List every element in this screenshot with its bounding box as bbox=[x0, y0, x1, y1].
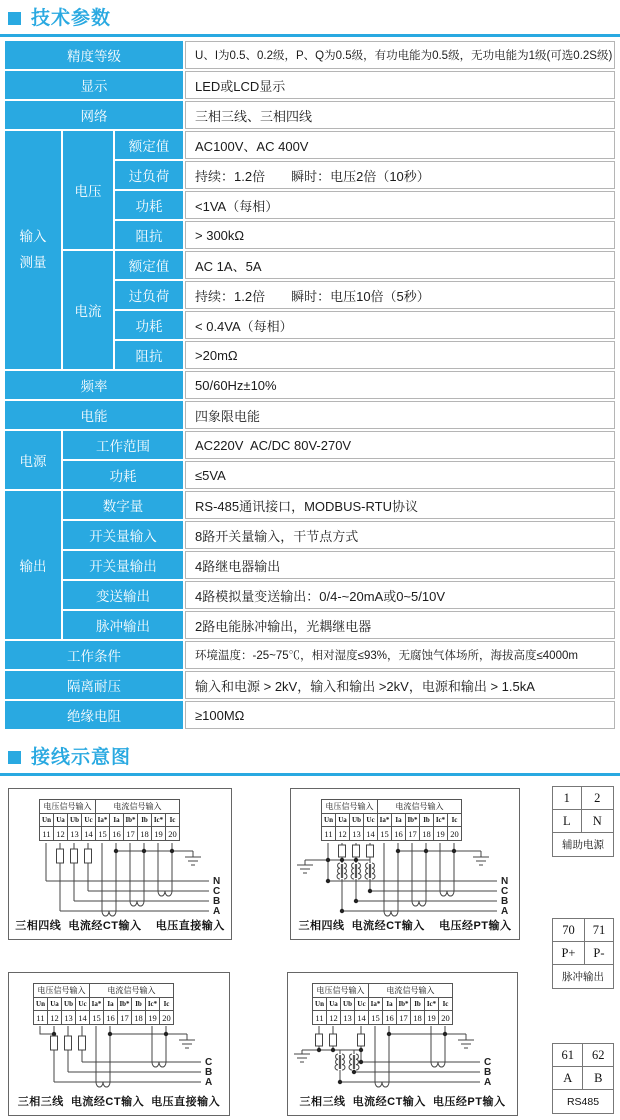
spec-group-input: 输入测量 bbox=[5, 131, 61, 369]
rs485-table bbox=[552, 1043, 614, 1114]
spec-group-output: 输出 bbox=[5, 491, 61, 639]
fuse-symbol bbox=[316, 1034, 365, 1046]
spec-label: 工作条件 bbox=[5, 641, 183, 669]
table-row bbox=[5, 371, 615, 399]
table-row bbox=[34, 984, 174, 998]
terminal-number: 62 bbox=[583, 1044, 614, 1067]
spec-group-voltage: 电压 bbox=[63, 131, 113, 249]
spec-value: LED或LCD显示 bbox=[185, 71, 615, 99]
terminal-label: Ub bbox=[341, 998, 355, 1011]
spec-label: 电能 bbox=[5, 401, 183, 429]
terminal-label: L bbox=[553, 810, 582, 833]
terminal-label: Ia bbox=[110, 814, 124, 827]
wiring-section-header bbox=[0, 739, 620, 776]
terminal-label: Ua bbox=[327, 998, 341, 1011]
aux-power-table bbox=[552, 786, 614, 857]
table-row bbox=[553, 810, 614, 833]
spec-label: 开关量输入 bbox=[63, 521, 183, 549]
terminal-number: 11 bbox=[313, 1011, 327, 1025]
terminal-label: Ub bbox=[350, 814, 364, 827]
terminal-label: Ib bbox=[420, 814, 434, 827]
terminal-label: N bbox=[581, 810, 613, 833]
terminal-table bbox=[321, 799, 462, 841]
terminal-number: 11 bbox=[34, 1011, 48, 1025]
terminal-label: Ib* bbox=[118, 998, 132, 1011]
terminal-label: Ib* bbox=[397, 998, 411, 1011]
spec-section-header bbox=[0, 0, 620, 37]
bus-label: C bbox=[205, 1057, 213, 1068]
table-row bbox=[553, 833, 614, 857]
wiring-graphic bbox=[9, 843, 231, 921]
terminal-label: Uc bbox=[364, 814, 378, 827]
wiring-diagram-3p4w-ct-pt bbox=[290, 788, 520, 940]
terminal-number: 1 bbox=[553, 787, 582, 810]
table-row bbox=[553, 787, 614, 810]
terminal-label: Ib bbox=[411, 998, 425, 1011]
terminal-number: 14 bbox=[364, 827, 378, 841]
wiring-graphic bbox=[291, 843, 519, 921]
spec-value: 8路开关量输入，干节点方式 bbox=[185, 521, 615, 549]
diagram-caption: 三相三线 电流经CT输入 电压经PT输入 bbox=[299, 1096, 506, 1108]
terminal-label: Un bbox=[313, 998, 327, 1011]
voltage-input-header: 电压信号输入 bbox=[34, 984, 90, 998]
table-row bbox=[322, 800, 462, 814]
table-row bbox=[553, 919, 614, 942]
terminal-table bbox=[33, 983, 174, 1025]
terminal-label: B bbox=[583, 1067, 614, 1090]
voltage-wires bbox=[40, 1026, 86, 1082]
table-row bbox=[5, 461, 615, 489]
spec-label: 网络 bbox=[5, 101, 183, 129]
bus-label: C bbox=[484, 1057, 492, 1068]
terminal-number: 18 bbox=[138, 827, 152, 841]
table-row bbox=[5, 641, 615, 669]
ct-coil bbox=[384, 891, 454, 916]
spec-value: 三相三线、三相四线 bbox=[185, 101, 615, 129]
bus-label: B bbox=[213, 896, 221, 907]
terminal-label: Ia bbox=[392, 814, 406, 827]
table-row bbox=[5, 491, 615, 519]
pt-coil bbox=[335, 1054, 359, 1070]
spec-value: AC 1A、5A bbox=[185, 251, 615, 279]
terminal-number: 19 bbox=[146, 1011, 160, 1025]
terminal-number: 15 bbox=[90, 1011, 104, 1025]
terminal-table bbox=[312, 983, 453, 1025]
section-bullet-icon bbox=[8, 751, 21, 764]
bus-label: A bbox=[501, 906, 509, 917]
spec-value: AC220V AC/DC 80V-270V bbox=[185, 431, 615, 459]
bus-label: A bbox=[213, 906, 221, 917]
spec-label: 额定值 bbox=[115, 131, 183, 159]
ground-icon bbox=[297, 860, 313, 873]
terminal-number: 61 bbox=[553, 1044, 583, 1067]
bus-label: B bbox=[205, 1067, 213, 1078]
ct-coil bbox=[102, 891, 172, 916]
spec-value: 持续：1.2倍 瞬时：电压10倍（5秒） bbox=[185, 281, 615, 309]
diagram-caption: 三相四线 电流经CT输入 电压经PT输入 bbox=[298, 920, 512, 932]
spec-label: 隔离耐压 bbox=[5, 671, 183, 699]
table-row bbox=[5, 611, 615, 639]
terminal-number: 16 bbox=[110, 827, 124, 841]
terminal-label: Ic bbox=[439, 998, 453, 1011]
current-input-header: 电流信号输入 bbox=[90, 984, 174, 998]
spec-value: RS-485通讯接口，MODBUS-RTU协议 bbox=[185, 491, 615, 519]
spec-value: ≥100MΩ bbox=[185, 701, 615, 729]
bus-label: N bbox=[501, 876, 509, 887]
spec-label: 功耗 bbox=[115, 191, 183, 219]
spec-label: 工作范围 bbox=[63, 431, 183, 459]
terminal-label: Ib bbox=[132, 998, 146, 1011]
terminal-label: Un bbox=[322, 814, 336, 827]
terminal-number: 19 bbox=[152, 827, 166, 841]
spec-value: <1VA（每相） bbox=[185, 191, 615, 219]
terminal-number: 15 bbox=[369, 1011, 383, 1025]
voltage-input-header: 电压信号输入 bbox=[313, 984, 369, 998]
table-row bbox=[5, 101, 615, 129]
section-bullet-icon bbox=[8, 12, 21, 25]
terminal-number: 11 bbox=[322, 827, 336, 841]
table-row bbox=[40, 800, 180, 814]
bus-label: A bbox=[484, 1077, 492, 1088]
spec-label: 功耗 bbox=[115, 311, 183, 339]
spec-group-power: 电源 bbox=[5, 431, 61, 489]
terminal-label: Ic bbox=[448, 814, 462, 827]
terminal-number: 20 bbox=[439, 1011, 453, 1025]
current-wires bbox=[96, 1026, 187, 1082]
spec-value: 环境温度：-25~75℃，相对湿度≤93%，无腐蚀气体场所，海拔高度≤4000m bbox=[185, 641, 615, 669]
ground-icon bbox=[185, 857, 201, 865]
rs485-caption: RS485 bbox=[553, 1090, 614, 1114]
ground-icon bbox=[473, 857, 489, 865]
terminal-number: 17 bbox=[118, 1011, 132, 1025]
spec-label: 阻抗 bbox=[115, 341, 183, 369]
terminal-number: 13 bbox=[350, 827, 364, 841]
terminal-label: P+ bbox=[553, 942, 585, 965]
terminal-number: 18 bbox=[132, 1011, 146, 1025]
terminal-number: 12 bbox=[327, 1011, 341, 1025]
spec-section-title: 技术参数 bbox=[31, 8, 112, 29]
spec-value: 输入和电源 > 2kV，输入和输出 >2kV，电源和输出 > 1.5kA bbox=[185, 671, 615, 699]
spec-label: 过负荷 bbox=[115, 281, 183, 309]
ct-coil bbox=[375, 1062, 445, 1087]
terminal-label: Uc bbox=[76, 998, 90, 1011]
terminal-label: Ua bbox=[48, 998, 62, 1011]
terminal-number: 19 bbox=[434, 827, 448, 841]
table-row bbox=[553, 1090, 614, 1114]
terminal-label: Ic* bbox=[152, 814, 166, 827]
terminal-table bbox=[39, 799, 180, 841]
ground-icon bbox=[294, 1050, 310, 1062]
terminal-label: Ia* bbox=[369, 998, 383, 1011]
spec-value: U、I为0.5、0.2级，P、Q为0.5级，有功电能为0.5级，无功电能为1级(可选0.2S级) bbox=[185, 41, 615, 69]
bus-label: B bbox=[484, 1067, 492, 1078]
table-row bbox=[5, 551, 615, 579]
terminal-number: 2 bbox=[581, 787, 613, 810]
bus-label: N bbox=[213, 876, 221, 887]
spec-label: 功耗 bbox=[63, 461, 183, 489]
spec-value: ≤5VA bbox=[185, 461, 615, 489]
table-row bbox=[5, 71, 615, 99]
terminal-number: 14 bbox=[82, 827, 96, 841]
terminal-number: 14 bbox=[76, 1011, 90, 1025]
table-row bbox=[5, 581, 615, 609]
terminal-label: Ib* bbox=[124, 814, 138, 827]
table-row bbox=[5, 401, 615, 429]
terminal-number: 20 bbox=[166, 827, 180, 841]
terminal-number: 12 bbox=[48, 1011, 62, 1025]
diagram-caption: 三相三线 电流经CT输入 电压直接输入 bbox=[17, 1096, 221, 1108]
pt-coil bbox=[337, 863, 375, 879]
spec-label: 脉冲输出 bbox=[63, 611, 183, 639]
terminal-number: 13 bbox=[341, 1011, 355, 1025]
wiring-diagram-3p3w-ct-direct bbox=[8, 972, 230, 1116]
terminal-label: Ib bbox=[138, 814, 152, 827]
bus-label: A bbox=[205, 1077, 213, 1088]
spec-value: 持续：1.2倍 瞬时：电压2倍（10秒） bbox=[185, 161, 615, 189]
table-row bbox=[553, 942, 614, 965]
terminal-label: Un bbox=[40, 814, 54, 827]
terminal-label: Ic* bbox=[146, 998, 160, 1011]
spec-value: < 0.4VA（每相） bbox=[185, 311, 615, 339]
terminal-number: 18 bbox=[411, 1011, 425, 1025]
spec-group-current: 电流 bbox=[63, 251, 113, 369]
terminal-number: 16 bbox=[104, 1011, 118, 1025]
table-row bbox=[5, 671, 615, 699]
terminal-number: 19 bbox=[425, 1011, 439, 1025]
terminal-label: Ia bbox=[104, 998, 118, 1011]
spec-value: 4路模拟量变送输出：0/4-~20mA或0~5/10V bbox=[185, 581, 615, 609]
spec-value: 四象限电能 bbox=[185, 401, 615, 429]
wiring-diagram-3p4w-ct-direct bbox=[8, 788, 232, 940]
terminal-label: Ic bbox=[166, 814, 180, 827]
terminal-label: Ua bbox=[54, 814, 68, 827]
spec-value: 4路继电器输出 bbox=[185, 551, 615, 579]
terminal-labels-row bbox=[322, 814, 462, 827]
terminal-number: 70 bbox=[553, 919, 585, 942]
spec-label: 变送输出 bbox=[63, 581, 183, 609]
spec-value: > 300kΩ bbox=[185, 221, 615, 249]
terminal-number: 17 bbox=[406, 827, 420, 841]
table-row bbox=[5, 41, 615, 69]
wiring-diagram-area bbox=[0, 776, 620, 1120]
bus-label: B bbox=[501, 896, 509, 907]
spec-value: >20mΩ bbox=[185, 341, 615, 369]
terminal-label: Ic bbox=[160, 998, 174, 1011]
bus-label: C bbox=[213, 886, 221, 897]
bus-lines bbox=[54, 1062, 201, 1082]
terminal-numbers-row bbox=[313, 1011, 453, 1025]
table-row bbox=[5, 251, 615, 279]
spec-label: 开关量输出 bbox=[63, 551, 183, 579]
terminal-label: Ic* bbox=[425, 998, 439, 1011]
wiring-diagram-3p3w-ct-pt bbox=[287, 972, 518, 1116]
ct-coil bbox=[96, 1062, 166, 1087]
terminal-label: Ia* bbox=[96, 814, 110, 827]
spec-label: 额定值 bbox=[115, 251, 183, 279]
terminal-label: Ub bbox=[62, 998, 76, 1011]
table-row bbox=[553, 965, 614, 989]
spec-value: AC100V、AC 400V bbox=[185, 131, 615, 159]
terminal-number: 18 bbox=[420, 827, 434, 841]
terminal-number: 16 bbox=[383, 1011, 397, 1025]
table-row bbox=[5, 521, 615, 549]
terminal-numbers-row bbox=[34, 1011, 174, 1025]
terminal-number: 16 bbox=[392, 827, 406, 841]
terminal-label: Ua bbox=[336, 814, 350, 827]
terminal-label: Ub bbox=[68, 814, 82, 827]
terminal-label: Ia bbox=[383, 998, 397, 1011]
diagram-caption: 三相四线 电流经CT输入 电压直接输入 bbox=[15, 920, 225, 932]
current-input-header: 电流信号输入 bbox=[369, 984, 453, 998]
spec-label: 显示 bbox=[5, 71, 183, 99]
table-row bbox=[553, 1067, 614, 1090]
terminal-number: 12 bbox=[54, 827, 68, 841]
terminal-label: A bbox=[553, 1067, 583, 1090]
terminal-number: 14 bbox=[355, 1011, 369, 1025]
terminal-label: Ia* bbox=[90, 998, 104, 1011]
spec-label: 过负荷 bbox=[115, 161, 183, 189]
spec-label: 绝缘电阻 bbox=[5, 701, 183, 729]
spec-label: 数字量 bbox=[63, 491, 183, 519]
spec-value: 50/60Hz±10% bbox=[185, 371, 615, 399]
terminal-label: Ib* bbox=[406, 814, 420, 827]
wiring-section-title: 接线示意图 bbox=[31, 747, 132, 768]
table-row bbox=[313, 984, 453, 998]
voltage-input-header: 电压信号输入 bbox=[40, 800, 96, 814]
terminal-number: 12 bbox=[336, 827, 350, 841]
terminal-numbers-row bbox=[40, 827, 180, 841]
terminal-label: Un bbox=[34, 998, 48, 1011]
terminal-labels-row bbox=[40, 814, 180, 827]
current-wires bbox=[375, 1026, 466, 1082]
wiring-graphic bbox=[288, 1026, 517, 1096]
bus-label: C bbox=[501, 886, 509, 897]
table-row bbox=[5, 701, 615, 729]
terminal-number: 11 bbox=[40, 827, 54, 841]
terminal-labels-row bbox=[313, 998, 453, 1011]
terminal-labels-row bbox=[34, 998, 174, 1011]
table-row bbox=[5, 431, 615, 459]
spec-label: 精度等级 bbox=[5, 41, 183, 69]
spec-label: 频率 bbox=[5, 371, 183, 399]
wiring-graphic bbox=[9, 1026, 229, 1096]
ground-icon bbox=[458, 1040, 474, 1048]
bus-lines bbox=[46, 881, 209, 911]
terminal-number: 17 bbox=[397, 1011, 411, 1025]
terminal-numbers-row bbox=[322, 827, 462, 841]
current-input-header: 电流信号输入 bbox=[96, 800, 180, 814]
terminal-number: 20 bbox=[160, 1011, 174, 1025]
voltage-input-header: 电压信号输入 bbox=[322, 800, 378, 814]
current-input-header: 电流信号输入 bbox=[378, 800, 462, 814]
pulse-output-table bbox=[552, 918, 614, 989]
table-row bbox=[5, 131, 615, 159]
terminal-number: 13 bbox=[68, 827, 82, 841]
spec-label: 阻抗 bbox=[115, 221, 183, 249]
ground-icon bbox=[179, 1040, 195, 1048]
pulse-output-caption: 脉冲输出 bbox=[553, 965, 614, 989]
fuse-symbol bbox=[51, 1036, 86, 1050]
bus-lines bbox=[338, 1060, 480, 1084]
fuse-symbol bbox=[339, 845, 374, 857]
terminal-label: Ia* bbox=[378, 814, 392, 827]
terminal-label: Ic* bbox=[434, 814, 448, 827]
spec-table bbox=[3, 39, 617, 731]
terminal-label: Uc bbox=[355, 998, 369, 1011]
terminal-number: 20 bbox=[448, 827, 462, 841]
terminal-number: 13 bbox=[62, 1011, 76, 1025]
terminal-number: 71 bbox=[584, 919, 613, 942]
table-row bbox=[553, 1044, 614, 1067]
terminal-number: 15 bbox=[96, 827, 110, 841]
terminal-number: 17 bbox=[124, 827, 138, 841]
fuse-symbol bbox=[57, 849, 92, 863]
spec-value: 2路电能脉冲输出，光耦继电器 bbox=[185, 611, 615, 639]
terminal-label: P- bbox=[584, 942, 613, 965]
aux-power-caption: 辅助电源 bbox=[553, 833, 614, 857]
bus-lines bbox=[326, 879, 497, 913]
terminal-number: 15 bbox=[378, 827, 392, 841]
terminal-label: Uc bbox=[82, 814, 96, 827]
